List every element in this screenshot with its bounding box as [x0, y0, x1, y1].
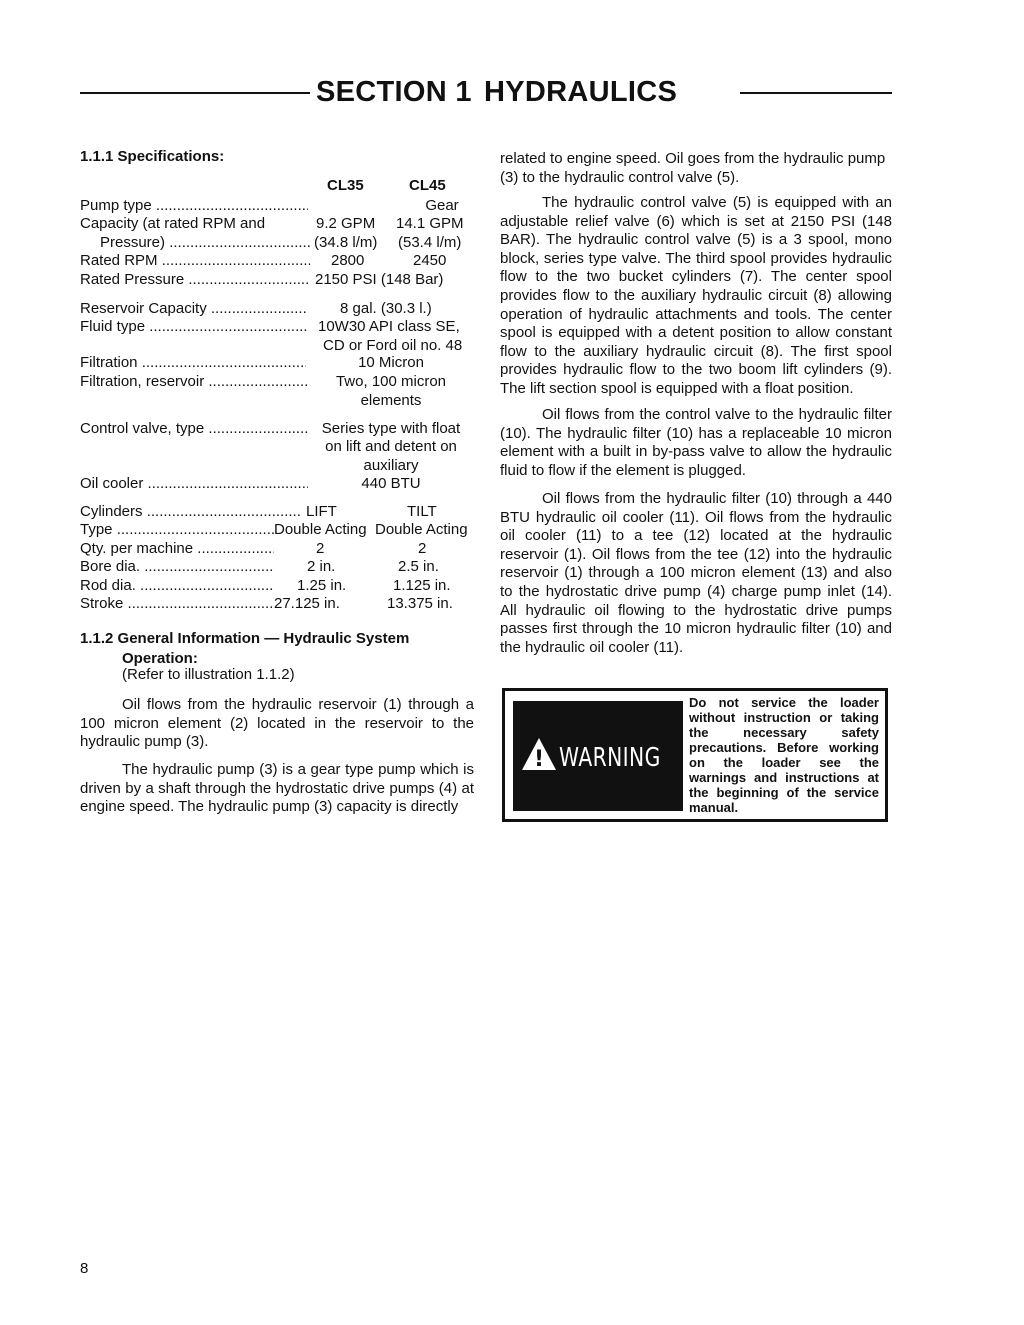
spec-value: 8 gal. (30.3 l.): [340, 300, 432, 317]
lift-value: 1.25 in.: [297, 577, 347, 594]
section-number: SECTION 1: [316, 76, 472, 108]
paragraph: [500, 490, 892, 657]
section-header: [80, 72, 892, 112]
paragraph-text: Oil flows from the hydraulic filter (10) through a 440 BTU hydraulic oil cooler (11). Oil flows from the hydraulic oil cooler (11) to a tee (12) located at the hydraulic reservoir (1). Oil flows from the tee (12) into the hydraulic reservoir (1) through a 100 micron element (13) and also to the hydrostatic drive pump (4) charge pump inlet (14). All hydraulic oil flowing to the hydrostatic drive pumps passes first through the 10 micron hydraulic filter (10) and the hydraulic oil cooler (11).: [500, 490, 892, 656]
general-info-heading-line1: 1.1.2 General Information — Hydraulic System: [80, 630, 410, 647]
spec-label: Pump type .....: [80, 196, 308, 215]
spec-label: Filtration .....: [80, 353, 306, 372]
paragraph-text: Oil flows from the control valve to the hydraulic filter (10). The hydraulic filter (10) has a replaceable 10 micron element with a built in by-pass valve to allow the hydraulic fluid to flow if the element is plugged.: [500, 406, 892, 479]
lift-value: 2 in.: [307, 558, 336, 575]
header-rule-right: [740, 92, 892, 94]
paragraph: [500, 150, 892, 187]
spec-label: Control valve, type .....: [80, 419, 308, 438]
tilt-value: 2.5 in.: [398, 558, 439, 575]
spec-value: 9.2 GPM: [316, 215, 376, 232]
spec-label: Capacity (at rated RPM and: [80, 215, 266, 232]
spec-value: 10 Micron: [358, 354, 424, 371]
spec-label: Filtration, reservoir .....: [80, 372, 308, 391]
spec-value: 2450: [413, 252, 447, 269]
col-header-tilt: TILT: [407, 503, 437, 520]
spec-value: CD or Ford oil no. 48: [323, 337, 463, 354]
spec-value: auxiliary: [363, 457, 419, 474]
paragraph: [500, 194, 892, 399]
general-info-heading-line2: Operation:: [122, 650, 198, 667]
section-name: HYDRAULICS: [484, 76, 678, 108]
col-header-cl45: CL45: [409, 177, 446, 194]
spec-value: Gear: [425, 197, 459, 214]
spec-value: on lift and detent on: [325, 438, 457, 455]
spec-value: (53.4 l/m): [398, 234, 462, 251]
tilt-value: 2: [418, 540, 427, 557]
paragraph-text: Oil flows from the hydraulic reservoir (1) through a 100 micron element (2) located in the reservoir to the hydraulic pump (3).: [80, 696, 474, 751]
warning-banner: [513, 701, 683, 811]
paragraph-text: The hydraulic pump (3) is a gear type pump which is driven by a shaft through the hydrostatic drive pumps (4) at engine speed. The hydraulic pump (3) capacity is directly: [80, 761, 474, 816]
tilt-value: 1.125 in.: [393, 577, 451, 594]
spec-label: Qty. per machine .....: [80, 539, 274, 558]
spec-label: Type .....: [80, 520, 274, 539]
paragraph-text: related to engine speed. Oil goes from the hydraulic pump (3) to the hydraulic control valve (5).: [500, 150, 886, 186]
spec-label: Rated Pressure .....: [80, 270, 310, 289]
tilt-value: 13.375 in.: [387, 595, 453, 612]
lift-value: 2: [316, 540, 325, 557]
spec-label: Fluid type .....: [80, 317, 308, 336]
spec-label: Bore dia. .....: [80, 557, 274, 576]
spec-label: Rated RPM .....: [80, 251, 310, 270]
spec-label: Rod dia. .....: [80, 576, 274, 595]
col-header-lift: LIFT: [306, 503, 337, 520]
section-title: [316, 72, 738, 112]
paragraph: [80, 696, 474, 752]
lift-value: Double Acting: [274, 521, 367, 538]
warning-text: Do not service the loader without instruction or taking the necessary safety precautions. Before working on the loader see the warnings and instructions at the beginning of the service manual.: [689, 695, 879, 815]
paragraph: [80, 761, 474, 817]
paragraph-text: The hydraulic control valve (5) is equipped with an adjustable relief valve (6) which is set at 2150 PSI (148 BAR). The hydraulic control valve (5) is a 3 spool, mono block, series type valve. The third spool provides hydraulic flow to the two bucket cylinders (7). The center spool provides flow to the auxiliary hydraulic circuit (8) allowing operation of hydraulic attachments and tools. The center spool is equipped with a detent position to allow constant flow to the auxiliary hydraulic circuit (8). The first spool provides hydraulic flow to the two boom lift cylinders (9). The lift section spool is equipped with a float position.: [500, 194, 892, 397]
spec-label: Pressure) .....: [100, 233, 310, 252]
spec-value: 2150 PSI (148 Bar): [315, 271, 444, 288]
spec-value: Two, 100 micron: [335, 373, 447, 390]
lift-value: 27.125 in.: [274, 595, 340, 612]
warning-symbol: !: [533, 747, 545, 771]
illustration-reference: (Refer to illustration 1.1.2): [122, 666, 295, 683]
spec-value: 14.1 GPM: [396, 215, 464, 232]
page-number: 8: [80, 1260, 89, 1277]
warning-triangle-icon: [521, 737, 557, 771]
specifications-heading: 1.1.1 Specifications:: [80, 148, 225, 165]
general-info-heading: [80, 629, 409, 669]
header-rule-left: [80, 92, 310, 94]
spec-value: (34.8 l/m): [314, 234, 378, 251]
spec-value: 440 BTU: [361, 475, 421, 492]
tilt-value: Double Acting: [375, 521, 468, 538]
warning-box: [502, 688, 888, 822]
spec-value: Series type with float: [321, 420, 461, 437]
cylinders-label: Cylinders .....: [80, 502, 302, 521]
paragraph: [500, 406, 892, 480]
warning-label: WARNING: [559, 743, 661, 773]
spec-label: Reservoir Capacity .....: [80, 299, 308, 318]
spec-label: Oil cooler .....: [80, 474, 308, 493]
col-header-cl35: CL35: [327, 177, 364, 194]
spec-label: Stroke .....: [80, 594, 274, 613]
spec-value: 10W30 API class SE,: [318, 318, 460, 335]
spec-value: elements: [360, 392, 422, 409]
spec-value: 2800: [331, 252, 365, 269]
